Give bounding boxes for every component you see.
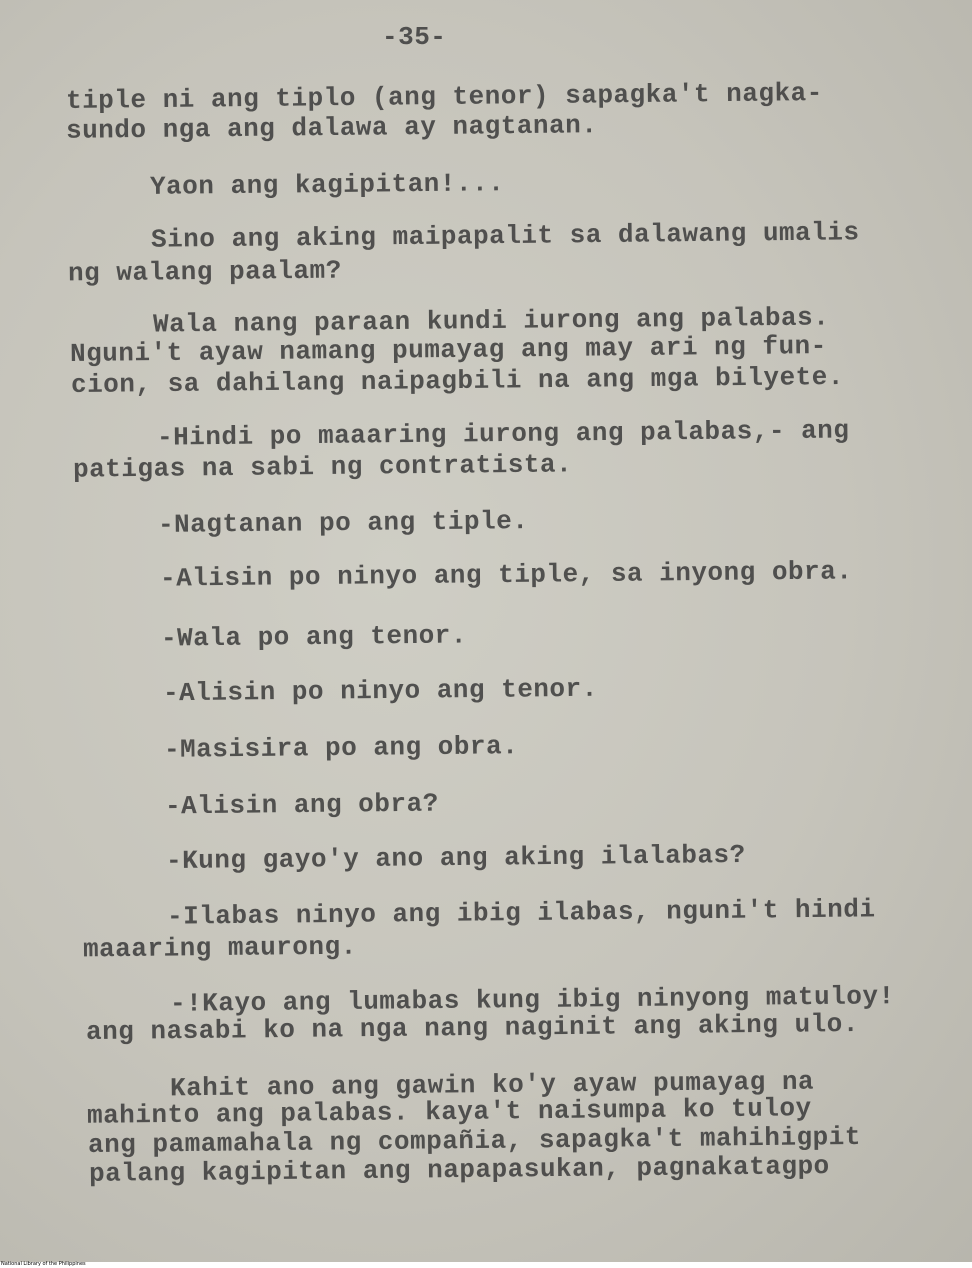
text-line: tiple ni ang tiplo (ang tenor) sapagka't nagka- [65,78,823,116]
text-line: Yaon ang kagipitan!... [149,168,505,202]
text-line: maaaring maurong. [82,931,357,965]
text-line: palang kagipitan ang napapasukan, pagnakatagpo [88,1151,830,1189]
footer-bar [0,1262,972,1268]
text-line: patigas na sabi ng contratista. [72,449,573,485]
text-line: -Masisira po ang obra. [163,731,519,765]
text-line: -Ilabas ninyo ang ibig ilabas, nguni't hindi [166,894,876,932]
text-line: -Kung gayo'y ano ang aking ilalabas? [165,839,746,877]
text-line: ang pamamahala ng compañia, sapagka't mahihigpit [87,1121,862,1161]
text-line: Wala nang paraan kundi iurong ang palabas. [152,302,830,340]
page-number: -35- [382,22,447,52]
text-line: -Hindi po maaaring iurong ang palabas,- ang [156,415,850,453]
text-line: -Alisin po ninyo ang tiple, sa inyong obra. [159,556,853,594]
text-line: -Wala po ang tenor. [160,620,468,654]
text-line: -!Kayo ang lumabas kung ibig ninyong matuloy! [169,981,895,1019]
text-line: mahinto ang palabas. kaya't naisumpa ko tuloy [86,1093,812,1131]
footer-credit: National Library of the Philippines [1,1261,86,1267]
text-line: ang nasabi ko na nga nang naginit ang aking ulo. [85,1008,860,1048]
text-line: sundo nga ang dalawa ay nagtanan. [65,110,598,146]
text-line: -Nagtanan po ang tiple. [157,506,529,540]
text-line: Nguni't ayaw namang pumayag ang may ari ng fun- [69,331,827,369]
text-line: -Alisin ang obra? [164,788,439,822]
text-line: Sino ang aking maipapalit sa dalawang umalis [150,217,860,255]
text-line: -Alisin po ninyo ang tenor. [162,673,598,709]
text-line: cion, sa dahilang naipagbili na ang mga bilyete. [70,361,845,401]
text-line: Kahit ano ang gawin ko'y ayaw pumayag na [169,1066,815,1104]
text-line: ng walang paalam? [67,255,342,289]
